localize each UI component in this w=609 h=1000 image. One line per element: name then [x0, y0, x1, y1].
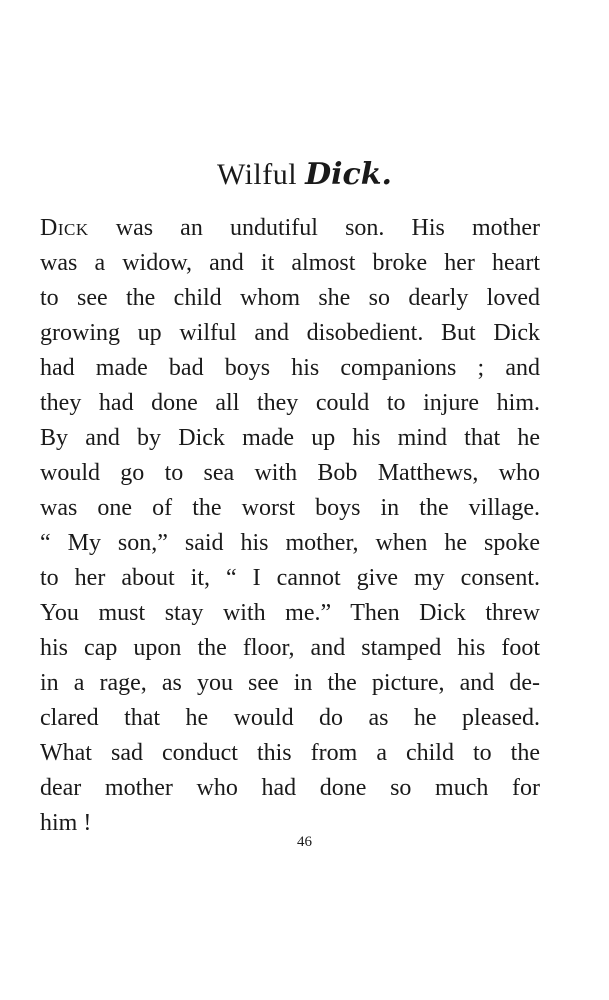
title-word-dick: Dick. [305, 157, 393, 192]
text-line: You must stay with me.” Then Dick threw [40, 600, 540, 626]
text-line: was a widow, and it almost broke her heart [40, 250, 540, 276]
text-line: “ My son,” said his mother, when he spoke [40, 530, 540, 556]
text-line: had made bad boys his companions ; and [40, 355, 540, 381]
text-line: his cap upon the floor, and stamped his foot [40, 635, 540, 661]
text-line-content: was an undutiful son. His mother [88, 215, 540, 241]
text-line: clared that he would do as he pleased. [40, 705, 540, 731]
title-word-wilful: Wilful [216, 158, 306, 191]
text-line: growing up wilful and disobedient. But Dick [40, 320, 540, 346]
story-paragraph [40, 211, 540, 841]
text-line: dear mother who had done so much for [40, 775, 540, 801]
text-line: would go to sea with Bob Matthews, who [40, 460, 540, 486]
text-line [40, 211, 540, 246]
text-line-last: him ! [40, 810, 92, 836]
page-number: 46 [297, 834, 312, 850]
text-line: was one of the worst boys in the village. [40, 495, 540, 521]
text-line: By and by Dick made up his mind that he [40, 425, 540, 451]
text-line: to see the child whom she so dearly loved [40, 285, 540, 311]
text-line: they had done all they could to injure him. [40, 390, 540, 416]
page-title [0, 155, 609, 195]
drop-word: Dick [40, 215, 89, 241]
text-line: in a rage, as you see in the picture, and de- [40, 670, 540, 696]
text-line: to her about it, “ I cannot give my consent. [40, 565, 540, 591]
text-line: What sad conduct this from a child to the [40, 740, 540, 766]
